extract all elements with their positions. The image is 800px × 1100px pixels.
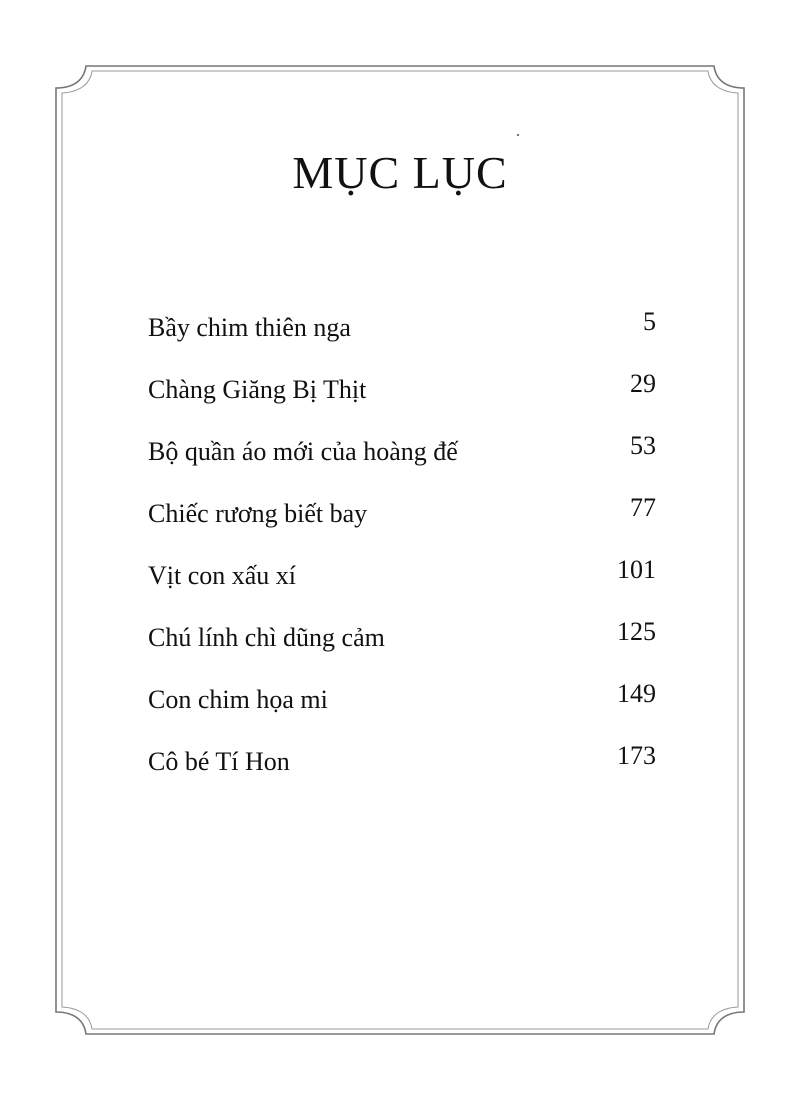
toc-entry-title: Vịt con xấu xí (148, 561, 297, 590)
toc-entry[interactable] (148, 364, 656, 426)
toc-entry[interactable] (148, 488, 656, 550)
toc-entry-title: Chú lính chì dũng cảm (148, 623, 385, 652)
toc-entry-page: 173 (617, 741, 656, 770)
toc-entry-title: Bộ quần áo mới của hoàng đế (148, 437, 458, 466)
toc-entry[interactable] (148, 612, 656, 674)
toc-entry-title: Con chim họa mi (148, 685, 328, 714)
toc-entry-page: 149 (617, 679, 656, 708)
toc-entry-title: Cô bé Tí Hon (148, 747, 290, 776)
page-title: MỤC LỤC (292, 147, 508, 198)
ink-speck (517, 134, 519, 136)
toc-entry[interactable] (148, 550, 656, 612)
toc-entry[interactable] (148, 426, 656, 488)
table-of-contents (148, 302, 656, 798)
toc-entry[interactable] (148, 302, 656, 364)
toc-entry-page: 101 (617, 555, 656, 584)
toc-entry-page: 5 (643, 307, 656, 336)
toc-entry-page: 125 (617, 617, 656, 646)
toc-entry-page: 77 (630, 493, 656, 522)
toc-entry[interactable] (148, 736, 656, 798)
toc-entry-page: 29 (630, 369, 656, 398)
toc-entry[interactable] (148, 674, 656, 736)
toc-entry-title: Bầy chim thiên nga (148, 313, 351, 342)
toc-entry-title: Chàng Giăng Bị Thịt (148, 375, 367, 404)
toc-entry-page: 53 (630, 431, 656, 460)
toc-entry-title: Chiếc rương biết bay (148, 499, 368, 528)
